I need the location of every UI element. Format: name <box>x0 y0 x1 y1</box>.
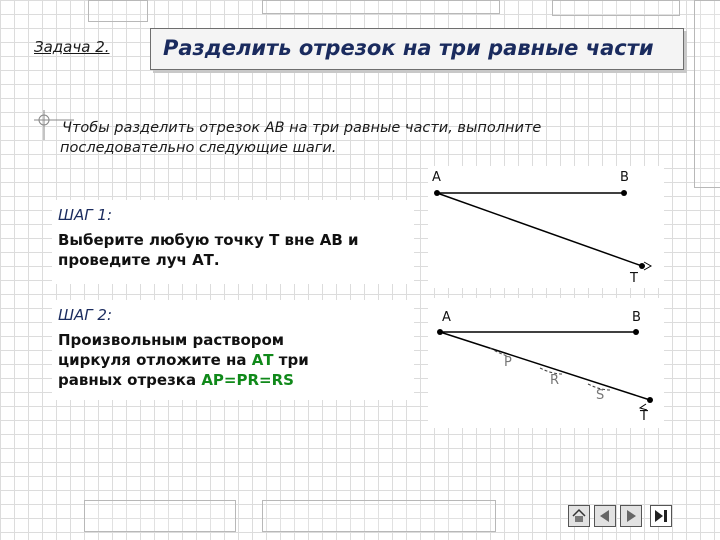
step-2-line-2-pre: циркуля отложите на <box>58 351 252 369</box>
step-1-box <box>52 200 414 284</box>
intro-line-2: последовательно следующие шаги. <box>60 140 337 156</box>
step-2-line-1: Произвольным раствором <box>58 331 285 349</box>
decor-frame-right-edge <box>694 0 720 188</box>
label-b: B <box>620 170 629 185</box>
label-p: P <box>504 355 512 370</box>
ray-arrow-icon <box>644 262 651 270</box>
step-2-line-2-post: три <box>273 351 309 369</box>
forward-icon <box>623 508 639 524</box>
page-title: Разделить отрезок на три равные части <box>163 36 654 60</box>
label-a: A <box>432 170 441 185</box>
point-b <box>633 329 639 335</box>
home-button[interactable] <box>568 505 590 527</box>
label-t: T <box>630 271 638 286</box>
intro-line-1: Чтобы разделить отрезок АВ на три равные части, выполните <box>62 120 542 136</box>
step-2-ray-highlight: АТ <box>251 351 274 369</box>
step-2-line-2 <box>58 350 414 370</box>
decor-frame-top-left <box>88 0 148 22</box>
home-icon <box>571 508 587 524</box>
label-a: A <box>442 310 451 325</box>
step-1-line-2: проведите луч АТ. <box>58 251 220 269</box>
task-label: Задача 2. <box>34 38 110 56</box>
decor-frame-top-center <box>262 0 500 14</box>
step-1-line-1: Выберите любую точку Т вне АВ и <box>58 231 359 249</box>
label-r: R <box>550 373 560 388</box>
label-b: B <box>632 310 641 325</box>
step-1-text <box>58 230 414 270</box>
navigation-bar <box>566 503 698 529</box>
ray-at <box>440 332 650 400</box>
point-b <box>621 190 627 196</box>
step-2-line-3-pre: равных отрезка <box>58 371 202 389</box>
end-button[interactable] <box>650 505 672 527</box>
diagram-step-1-svg <box>428 166 664 288</box>
forward-button[interactable] <box>620 505 642 527</box>
step-2-text <box>58 330 414 390</box>
label-s: S <box>596 388 605 403</box>
label-t: T <box>640 409 648 424</box>
title-box <box>150 28 684 70</box>
back-icon <box>597 508 613 524</box>
decor-frame-bottom-center <box>262 500 496 532</box>
point-t <box>647 397 653 403</box>
ray-at <box>437 193 642 266</box>
step-2-box <box>52 300 414 400</box>
step-1-heading: ШАГ 1: <box>58 206 113 224</box>
step-2-heading: ШАГ 2: <box>58 306 113 324</box>
end-icon <box>653 508 669 524</box>
diagram-step-2 <box>428 298 664 428</box>
diagram-step-2-svg <box>428 298 664 428</box>
back-button[interactable] <box>594 505 616 527</box>
step-2-equal-segments-highlight: АР=PR=RS <box>201 371 294 389</box>
step-2-line-3 <box>58 370 414 390</box>
intro-text <box>62 118 622 158</box>
point-t <box>639 263 645 269</box>
decor-frame-bottom-left <box>84 500 236 532</box>
diagram-step-1 <box>428 166 664 288</box>
decor-frame-top-right <box>552 0 680 16</box>
